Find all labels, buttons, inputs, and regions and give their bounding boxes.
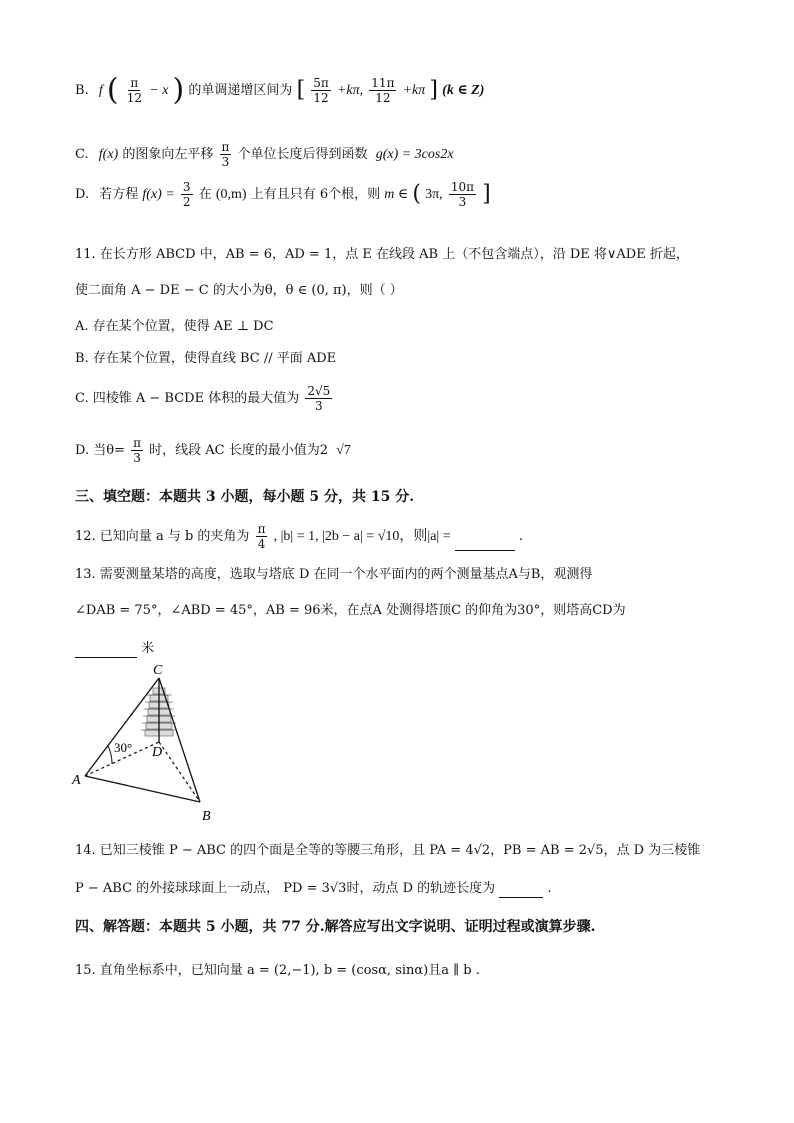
q14-line1: 14. 已知三棱锥 P − ABC 的四个面是全等的等腰三角形，且 PA = 4√2，PB = AB = 2√5，点 D 为三棱锥 <box>75 843 701 858</box>
segment-cb <box>159 678 200 802</box>
segment-ab <box>85 776 200 802</box>
label-a: A <box>72 773 81 788</box>
segment-db-dashed <box>159 742 200 802</box>
tower-figure <box>60 660 240 830</box>
section-3-heading: 三、填空题：本题共 3 小题，每小题 5 分，共 15 分. <box>75 489 415 505</box>
label-d: D <box>152 745 163 760</box>
q11-stem-line1: 11. 在长方形 ABCD 中，AB = 6，AD = 1，点 E 在线段 AB 上（不包含端点），沿 DE 将∨ADE 折起， <box>75 247 689 262</box>
q11-option-a: A. 存在某个位置，使得 AE ⊥ DC <box>75 319 274 334</box>
q13-line3: 米 <box>75 640 154 658</box>
section-4-heading: 四、解答题：本题共 5 小题，共 77 分.解答应写出文字说明、证明过程或演算步骤. <box>75 919 596 935</box>
label-b: B <box>202 809 211 824</box>
angle-arc <box>108 746 112 764</box>
q14-answer-blank[interactable] <box>499 885 543 898</box>
q11-option-b: B. 存在某个位置，使得直线 BC // 平面 ADE <box>75 351 337 366</box>
q10-b-text: 的单调递增区间为 <box>188 83 293 98</box>
q12: 12. 已知向量 a 与 b 的夹角为 $\frac{\pi}{4}$ , |b| = 1, |2b − a| = √10，则|a| = . <box>75 522 524 551</box>
q15: 15. 直角坐标系中，已知向量 a = (2,−1), b = (cosα, sinα)且a ∥ b . <box>75 963 480 978</box>
label-angle: 30° <box>114 740 133 755</box>
q10-option-b: B. f ( $\frac{\pi}{12}$ − x ) 的单调递增区间为 [ $\frac{5\pi}{12}$ +kπ, $\frac{11\pi}{12}$ +kπ ] (k ∈ Z) <box>75 72 485 108</box>
q14-line2: P − ABC 的外接球球面上一动点， PD = 3√3时，动点 D 的轨迹长度为 . <box>75 881 552 896</box>
q10-option-c: C. f(x) 的图象向左平移 $\frac{\pi}{3}$ 个单位长度后得到函数 g(x) = 3cos2x <box>75 140 454 169</box>
label-c: C <box>153 663 163 678</box>
function-f: f <box>98 83 103 98</box>
q11-stem-line2: 使二面角 A − DE − C 的大小为θ，θ ∈ (0, π)，则（ ） <box>75 283 403 298</box>
q13-answer-blank[interactable] <box>75 645 137 658</box>
q11-option-d: D. 当θ= $\frac{\pi}{3}$ 时，线段 AC 长度的最小值为2 √7 <box>75 436 351 465</box>
q13-line1: 13. 需要测量某塔的高度，选取与塔底 D 在同一个水平面内的两个测量基点A与B，观测得 <box>75 567 593 582</box>
q11-option-c: C. 四棱锥 A − BCDE 体积的最大值为 $\frac{2√5}{3}$ <box>75 384 331 413</box>
q12-answer-blank[interactable] <box>455 538 515 551</box>
q13-line2: ∠DAB = 75°，∠ABD = 45°，AB = 96米，在点A 处测得塔顶C 的仰角为30°，则塔高CD为 <box>75 603 626 618</box>
q10-option-d: D. 若方程 f(x) = $\frac{3}{2}$ 在 (0,m) 上有且只有 6个根，则 m ∈ ( 3π, $\frac{10\pi}{3}$ ] <box>75 180 491 209</box>
